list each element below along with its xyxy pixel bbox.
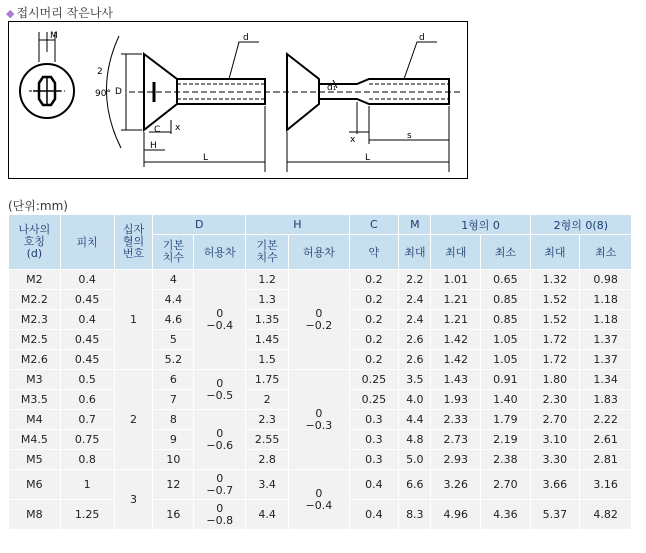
col-header-type1-min: 최소 (481, 235, 531, 270)
cell-pitch: 0.7 (60, 410, 114, 430)
cell-D: 16 (153, 500, 194, 530)
page-title (6, 4, 113, 21)
cell-H: 3.4 (246, 470, 289, 500)
cell-H: 2.3 (246, 410, 289, 430)
col-header-H-basic: 기본 치수 (246, 235, 289, 270)
cell-t2min: 1.37 (580, 330, 632, 350)
cell-H: 1.2 (246, 270, 289, 290)
cell-M: 4.4 (399, 410, 431, 430)
label-d-2: d (419, 33, 425, 43)
cell-C: 0.2 (349, 350, 399, 370)
cell-t2max: 3.66 (530, 470, 580, 500)
cell-C: 0.2 (349, 310, 399, 330)
label-x-2: x (350, 135, 356, 145)
cell-name: M2 (9, 270, 61, 290)
cell-D: 4.6 (153, 310, 194, 330)
cell-D: 10 (153, 450, 194, 470)
label-d-1: d (243, 33, 249, 43)
cell-t1min: 2.19 (481, 430, 531, 450)
label-angle: 90° (95, 89, 111, 99)
cell-t1min: 1.79 (481, 410, 531, 430)
cell-t1max: 3.26 (431, 470, 481, 500)
label-D: D (115, 87, 122, 97)
cell-H: 1.45 (246, 330, 289, 350)
cell-M: 2.2 (399, 270, 431, 290)
col-header-type2: 2형의 0(8) (530, 215, 631, 235)
cell-t1min: 0.91 (481, 370, 531, 390)
cell-D: 9 (153, 430, 194, 450)
cell-t1max: 1.42 (431, 330, 481, 350)
cell-t1min: 2.70 (481, 470, 531, 500)
col-header-C: C (349, 215, 399, 235)
cell-t1max: 2.93 (431, 450, 481, 470)
label-M: M (50, 31, 58, 41)
cell-pitch: 0.45 (60, 290, 114, 310)
cell-C: 0.3 (349, 410, 399, 430)
cell-pitch: 0.45 (60, 330, 114, 350)
cell-C: 0.2 (349, 330, 399, 350)
cell-pitch: 0.4 (60, 310, 114, 330)
cell-name: M3.5 (9, 390, 61, 410)
cell-t2min: 1.18 (580, 290, 632, 310)
cell-name: M2.5 (9, 330, 61, 350)
label-C: C (154, 125, 161, 135)
col-header-pitch: 피치 (60, 215, 114, 270)
cell-D-tol: 0 −0.4 (194, 270, 246, 370)
cell-cross-no: 1 (114, 270, 153, 370)
spec-table (8, 214, 632, 530)
cell-C: 0.4 (349, 470, 399, 500)
cell-D: 12 (153, 470, 194, 500)
cell-M: 5.0 (399, 450, 431, 470)
cell-pitch: 0.45 (60, 350, 114, 370)
cell-H: 4.4 (246, 500, 289, 530)
cell-name: M2.6 (9, 350, 61, 370)
col-header-type1: 1형의 0 (431, 215, 530, 235)
label-d1: d₁ (327, 83, 337, 93)
cell-pitch: 0.75 (60, 430, 114, 450)
drawing-svg (9, 22, 467, 178)
cell-t2min: 1.37 (580, 350, 632, 370)
cell-name: M4.5 (9, 430, 61, 450)
cell-pitch: 0.6 (60, 390, 114, 410)
cell-t1max: 4.96 (431, 500, 481, 530)
screw-technical-drawing (8, 21, 468, 179)
cell-t2max: 3.10 (530, 430, 580, 450)
cell-t1max: 1.21 (431, 290, 481, 310)
col-header-D-basic: 기본 치수 (153, 235, 194, 270)
col-header-D-tol: 허용차 (194, 235, 246, 270)
cell-C: 0.25 (349, 370, 399, 390)
cell-D: 4.4 (153, 290, 194, 310)
cell-t2min: 2.61 (580, 430, 632, 450)
cell-H-tol: 0 −0.3 (289, 370, 349, 470)
cell-t2max: 3.30 (530, 450, 580, 470)
cell-t1max: 2.33 (431, 410, 481, 430)
cell-cross-no: 2 (114, 370, 153, 470)
cell-D-tol: 0 −0.7 (194, 470, 246, 500)
cell-pitch: 1 (60, 470, 114, 500)
cell-pitch: 0.8 (60, 450, 114, 470)
cell-t1min: 4.36 (481, 500, 531, 530)
cell-name: M4 (9, 410, 61, 430)
cell-M: 8.3 (399, 500, 431, 530)
cell-M: 2.4 (399, 290, 431, 310)
cell-t2min: 2.22 (580, 410, 632, 430)
cell-t2max: 1.72 (530, 350, 580, 370)
col-header-M-max: 최대 (399, 235, 431, 270)
cell-D: 7 (153, 390, 194, 410)
cell-H: 1.5 (246, 350, 289, 370)
cell-t2max: 1.52 (530, 290, 580, 310)
cell-t1min: 2.38 (481, 450, 531, 470)
cell-M: 3.5 (399, 370, 431, 390)
label-s: s (407, 131, 412, 141)
col-header-type2-max: 최대 (530, 235, 580, 270)
cell-D: 5 (153, 330, 194, 350)
cell-C: 0.25 (349, 390, 399, 410)
cell-D: 4 (153, 270, 194, 290)
cell-t1min: 1.05 (481, 330, 531, 350)
cell-C: 0.2 (349, 270, 399, 290)
cell-C: 0.3 (349, 450, 399, 470)
table-row (9, 370, 632, 390)
cell-M: 2.6 (399, 330, 431, 350)
cell-name: M2.2 (9, 290, 61, 310)
cell-D-tol: 0 −0.8 (194, 500, 246, 530)
cell-pitch: 0.4 (60, 270, 114, 290)
label-H: H (150, 141, 157, 151)
cell-H-tol: 0 −0.2 (289, 270, 349, 370)
cell-cross-no: 3 (114, 470, 153, 530)
col-header-type2-min: 최소 (580, 235, 632, 270)
cell-t2min: 1.18 (580, 310, 632, 330)
cell-t1min: 1.40 (481, 390, 531, 410)
cell-name: M2.3 (9, 310, 61, 330)
col-header-H: H (246, 215, 349, 235)
cell-C: 0.3 (349, 430, 399, 450)
cell-H: 1.75 (246, 370, 289, 390)
cell-t2min: 1.83 (580, 390, 632, 410)
cell-t2min: 4.82 (580, 500, 632, 530)
cell-t2min: 0.98 (580, 270, 632, 290)
cell-t2max: 1.80 (530, 370, 580, 390)
cell-name: M8 (9, 500, 61, 530)
cell-t2max: 2.70 (530, 410, 580, 430)
col-header-type1-max: 최대 (431, 235, 481, 270)
label-L-2: L (365, 153, 371, 163)
label-x-1: x (175, 123, 181, 133)
cell-t1max: 1.42 (431, 350, 481, 370)
cell-t1max: 1.01 (431, 270, 481, 290)
cell-t1min: 1.05 (481, 350, 531, 370)
unit-label: (단위:mm) (8, 199, 68, 213)
cell-t1max: 1.93 (431, 390, 481, 410)
cell-H: 1.3 (246, 290, 289, 310)
cell-name: M5 (9, 450, 61, 470)
cell-D: 5.2 (153, 350, 194, 370)
cell-C: 0.2 (349, 290, 399, 310)
cell-H: 1.35 (246, 310, 289, 330)
cell-M: 4.8 (399, 430, 431, 450)
cell-t1max: 1.21 (431, 310, 481, 330)
cell-M: 2.6 (399, 350, 431, 370)
cell-t1max: 1.43 (431, 370, 481, 390)
cell-M: 6.6 (399, 470, 431, 500)
cell-pitch: 0.5 (60, 370, 114, 390)
cell-D: 8 (153, 410, 194, 430)
cell-D: 6 (153, 370, 194, 390)
col-header-D: D (153, 215, 246, 235)
cell-t2min: 3.16 (580, 470, 632, 500)
cell-M: 4.0 (399, 390, 431, 410)
cell-t2max: 1.52 (530, 310, 580, 330)
cell-H-tol: 0 −0.4 (289, 470, 349, 530)
cell-C: 0.4 (349, 500, 399, 530)
cell-D-tol: 0 −0.5 (194, 370, 246, 410)
cell-D-tol: 0 −0.6 (194, 410, 246, 470)
title-text: 접시머리 작은나사 (16, 6, 114, 20)
cell-H: 2.55 (246, 430, 289, 450)
label-angle-tol: 2 (97, 67, 103, 77)
label-L-1: L (203, 153, 209, 163)
cell-t2min: 1.34 (580, 370, 632, 390)
cell-t2max: 1.32 (530, 270, 580, 290)
cell-t2min: 2.81 (580, 450, 632, 470)
col-header-cross: 십자 혈의 번호 (114, 215, 153, 270)
cell-name: M3 (9, 370, 61, 390)
cell-t2max: 2.30 (530, 390, 580, 410)
cell-t2max: 5.37 (530, 500, 580, 530)
diamond-bullet-icon: ◆ (6, 7, 15, 20)
cell-name: M6 (9, 470, 61, 500)
cell-t2max: 1.72 (530, 330, 580, 350)
col-header-H-tol: 허용차 (289, 235, 349, 270)
col-header-name: 나사의 호칭 (d) (9, 215, 61, 270)
cell-t1min: 0.65 (481, 270, 531, 290)
table-row (9, 270, 632, 290)
cell-t1min: 0.85 (481, 310, 531, 330)
cell-t1max: 2.73 (431, 430, 481, 450)
table-row (9, 470, 632, 500)
cell-H: 2 (246, 390, 289, 410)
cell-H: 2.8 (246, 450, 289, 470)
col-header-C-approx: 약 (349, 235, 399, 270)
cell-t1min: 0.85 (481, 290, 531, 310)
cell-M: 2.4 (399, 310, 431, 330)
col-header-M: M (399, 215, 431, 235)
cell-pitch: 1.25 (60, 500, 114, 530)
